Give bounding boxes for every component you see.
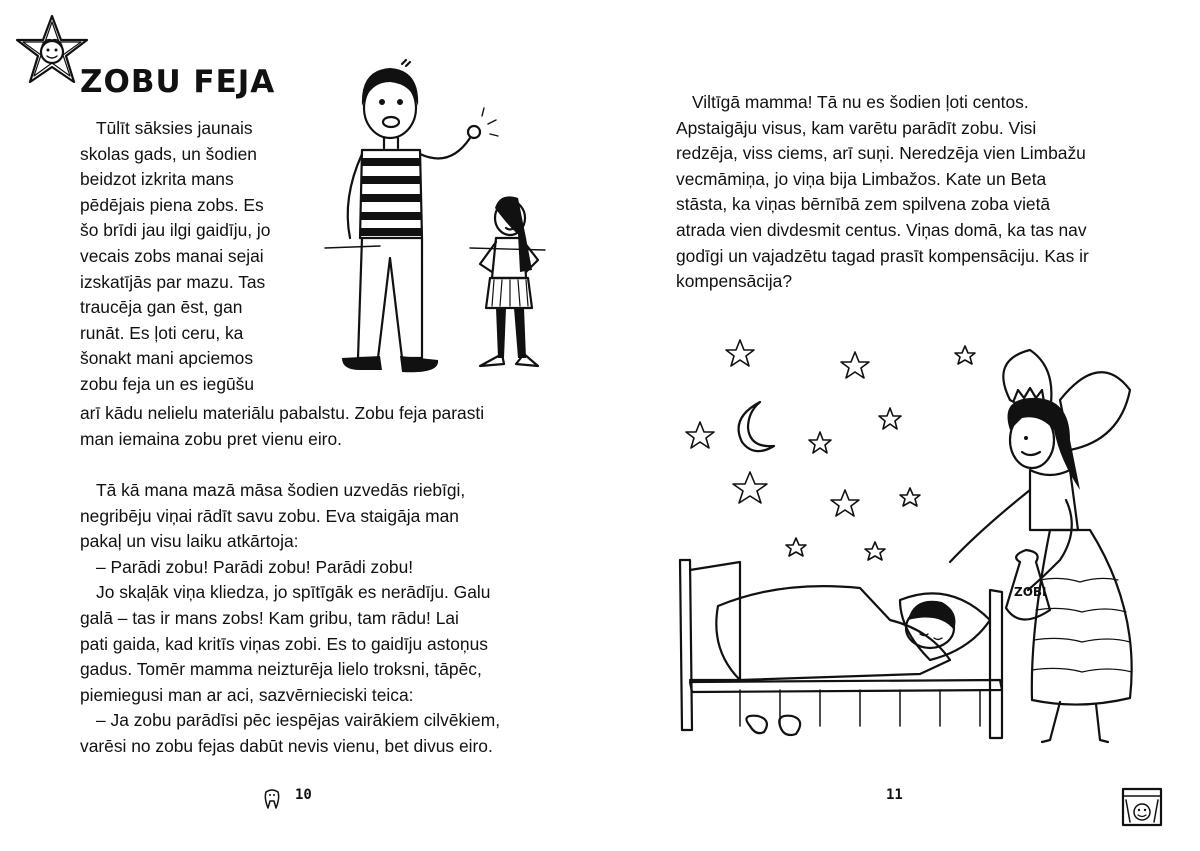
paragraph-1-wide	[80, 401, 540, 452]
text-line: beidzot izkrita mans	[80, 169, 234, 190]
text-line: zobu feja un es iegūšu	[80, 373, 255, 394]
text-line: Apstaigāju visus, kam varētu parādīt zobu. Visi	[676, 117, 1037, 138]
right-paragraph	[676, 90, 1126, 295]
text-line: redzēja, viss ciems, arī suņi. Neredzēja vien Limbažu	[676, 143, 1086, 164]
text-line: vecais zobs manai sejai	[80, 245, 264, 266]
text-line: kompensācija?	[676, 271, 793, 292]
text-line: traucēja gan ēst, gan	[80, 297, 243, 318]
text-line: godīgi un vajadzētu tagad prasīt kompensāciju. Kas ir	[676, 245, 1089, 266]
text-line: atrada vien divdesmit centus. Viņas domā, ka tas nav	[676, 219, 1087, 240]
text-line: negribēju viņai rādīt savu zobu. Eva staigāja man	[80, 505, 459, 526]
tooth-icon	[263, 788, 281, 810]
text-line: šo brīdi jau ilgi gaidīju, jo	[80, 220, 271, 241]
text-line: man iemaina zobu pret vienu eiro.	[80, 428, 342, 449]
text-line: Tūlīt sāksies jaunais	[96, 118, 253, 138]
star-icon	[686, 340, 975, 560]
text-line: pati gaida, kad kritīs viņas zobi. Es to gaidīju astoņus	[80, 633, 488, 654]
text-line: stāsta, ka viņas bērnībā zem spilvena zoba vietā	[676, 194, 1051, 215]
text-line: varēsi no zobu fejas dabūt nevis vienu, bet divus eiro.	[80, 735, 493, 756]
text-line: piemiegusi man ar aci, sazvērnieciski teica:	[80, 684, 414, 705]
paragraph-2	[80, 478, 540, 760]
paragraph-1-narrow	[80, 116, 310, 398]
chapter-title: ZOBU FEJA	[80, 64, 276, 100]
right-page	[600, 0, 1200, 851]
text-line: runāt. Es ļoti ceru, ka	[80, 322, 244, 343]
bag-label: ZOBI	[1014, 585, 1047, 599]
page-number: 10	[295, 787, 312, 803]
moon-icon	[739, 402, 774, 451]
tooth-fairy-illustration	[630, 330, 1150, 760]
text-line: gadus. Tomēr mamma neizturēja lielo troksni, tāpēc,	[80, 659, 482, 680]
text-line: – Ja zobu parādīsi pēc iespējas vairākiem cilvēkiem,	[96, 710, 501, 731]
text-line: – Parādi zobu! Parādi zobu! Parādi zobu!	[96, 556, 414, 577]
text-line: Jo skaļāk viņa kliedza, jo spītīgāk es nerādīju. Galu	[96, 582, 491, 603]
text-line: galā – tas ir mans zobs! Kam gribu, tam rādu! Lai	[80, 607, 459, 628]
text-line: Tā kā mana mazā māsa šodien uzvedās riebīgi,	[96, 480, 466, 500]
text-line: skolas gads, un šodien	[80, 143, 257, 164]
page-number: 11	[886, 787, 903, 803]
text-line: vecmāmiņa, jo viņa bija Limbažos. Kate un Beta	[676, 168, 1047, 189]
text-line: pakaļ un visu laiku atkārtoja:	[80, 531, 299, 552]
text-line: Viltīgā mamma! Tā nu es šodien ļoti centos.	[692, 92, 1029, 112]
text-line: arī kādu nelielu materiālu pabalstu. Zobu feja parasti	[80, 403, 485, 423]
text-line: pēdējais piena zobs. Es	[80, 194, 264, 215]
girls-illustration	[320, 58, 550, 388]
text-line: izskatījās par mazu. Tas	[80, 271, 266, 292]
window-face-icon	[1120, 786, 1164, 830]
text-line: šonakt mani apciemos	[80, 348, 254, 369]
